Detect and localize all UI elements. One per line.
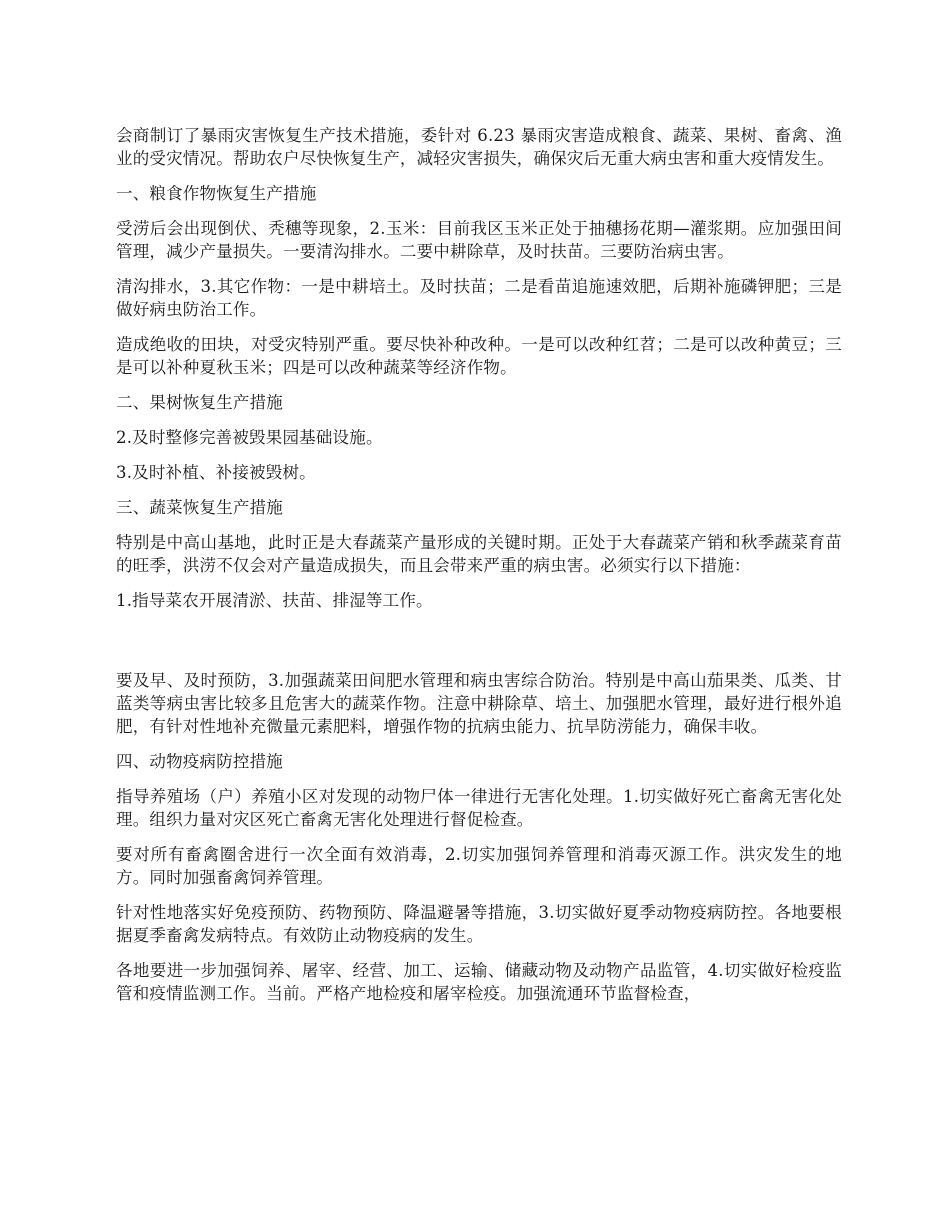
paragraph-summer-disease: 针对性地落实好免疫预防、药物预防、降温避暑等措施，3.切实做好夏季动物疫病防控。各地要根据夏季畜禽发病特点。有效防止动物疫病的发生。: [116, 903, 842, 945]
paragraph-vegetable-step1: 1.指导菜农开展清淤、扶苗、排湿等工作。: [116, 591, 433, 610]
paragraph-vegetable-intro: 特别是中高山基地，此时正是大春蔬菜产量形成的关键时期。正处于大春蔬菜产销和秋季蔬菜育苗的旺季，洪涝不仅会对产量造成损失，而且会带来严重的病虫害。必须实行以下措施：: [116, 533, 842, 575]
paragraph-tree-replant: 3.及时补植、补接被毁树。: [116, 463, 316, 482]
section-heading-animal: 四、动物疫病防控措施: [116, 752, 283, 771]
intro-paragraph: 会商制订了暴雨灾害恢复生产技术措施，委针对 6.23 暴雨灾害造成粮食、蔬菜、果树、畜禽、渔业的受灾情况。帮助农户尽快恢复生产，减轻灾害损失，确保灾后无重大病虫害和重大疫情发生。: [116, 126, 842, 168]
paragraph-vegetable-step3: 要及早、及时预防，3.加强蔬菜田间肥水管理和病虫害综合防治。特别是中高山茄果类、瓜类、甘蓝类等病虫害比较多且危害大的蔬菜作物。注意中耕除草、培土、加强肥水管理，最好进行根外追肥，有针对性地补充微量元素肥料，增强作物的抗病虫能力、抗旱防涝能力，确保丰收。: [116, 671, 842, 736]
paragraph-replant: 造成绝收的田块，对受灾特别严重。要尽快补种改种。一是可以改种红苕；二是可以改种黄豆；三是可以补种夏秋玉米；四是可以改种蔬菜等经济作物。: [116, 335, 842, 377]
paragraph-quarantine: 各地要进一步加强饲养、屠宰、经营、加工、运输、储藏动物及动物产品监管，4.切实做好检疫监管和疫情监测工作。当前。严格产地检疫和屠宰检疫。加强流通环节监督检查，: [116, 961, 842, 1003]
paragraph-corn: 受涝后会出现倒伏、秃穗等现象，2.玉米：目前我区玉米正处于抽穗扬花期—灌浆期。应加强田间管理，减少产量损失。一要清沟排水。二要中耕除草，及时扶苗。三要防治病虫害。: [116, 219, 842, 261]
paragraph-disinfection: 要对所有畜禽圈舍进行一次全面有效消毒，2.切实加强饲养管理和消毒灭源工作。洪灾发生的地方。同时加强畜禽饲养管理。: [116, 845, 842, 887]
paragraph-carcass-disposal: 指导养殖场（户）养殖小区对发现的动物尸体一律进行无害化处理。1.切实做好死亡畜禽无害化处理。组织力量对灾区死亡畜禽无害化处理进行督促检查。: [116, 787, 842, 829]
section-heading-grain: 一、粮食作物恢复生产措施: [116, 184, 317, 203]
section-heading-vegetable: 三、蔬菜恢复生产措施: [116, 498, 283, 517]
document-body: [116, 124, 842, 1017]
paragraph-orchard-repair: 2.及时整修完善被毁果园基础设施。: [116, 428, 383, 447]
section-heading-fruit: 二、果树恢复生产措施: [116, 393, 283, 412]
paragraph-other-crops: 清沟排水，3.其它作物：一是中耕培土。及时扶苗；二是看苗追施速效肥，后期补施磷钾肥；三是做好病虫防治工作。: [116, 277, 842, 319]
paragraph-gap: [116, 624, 842, 669]
